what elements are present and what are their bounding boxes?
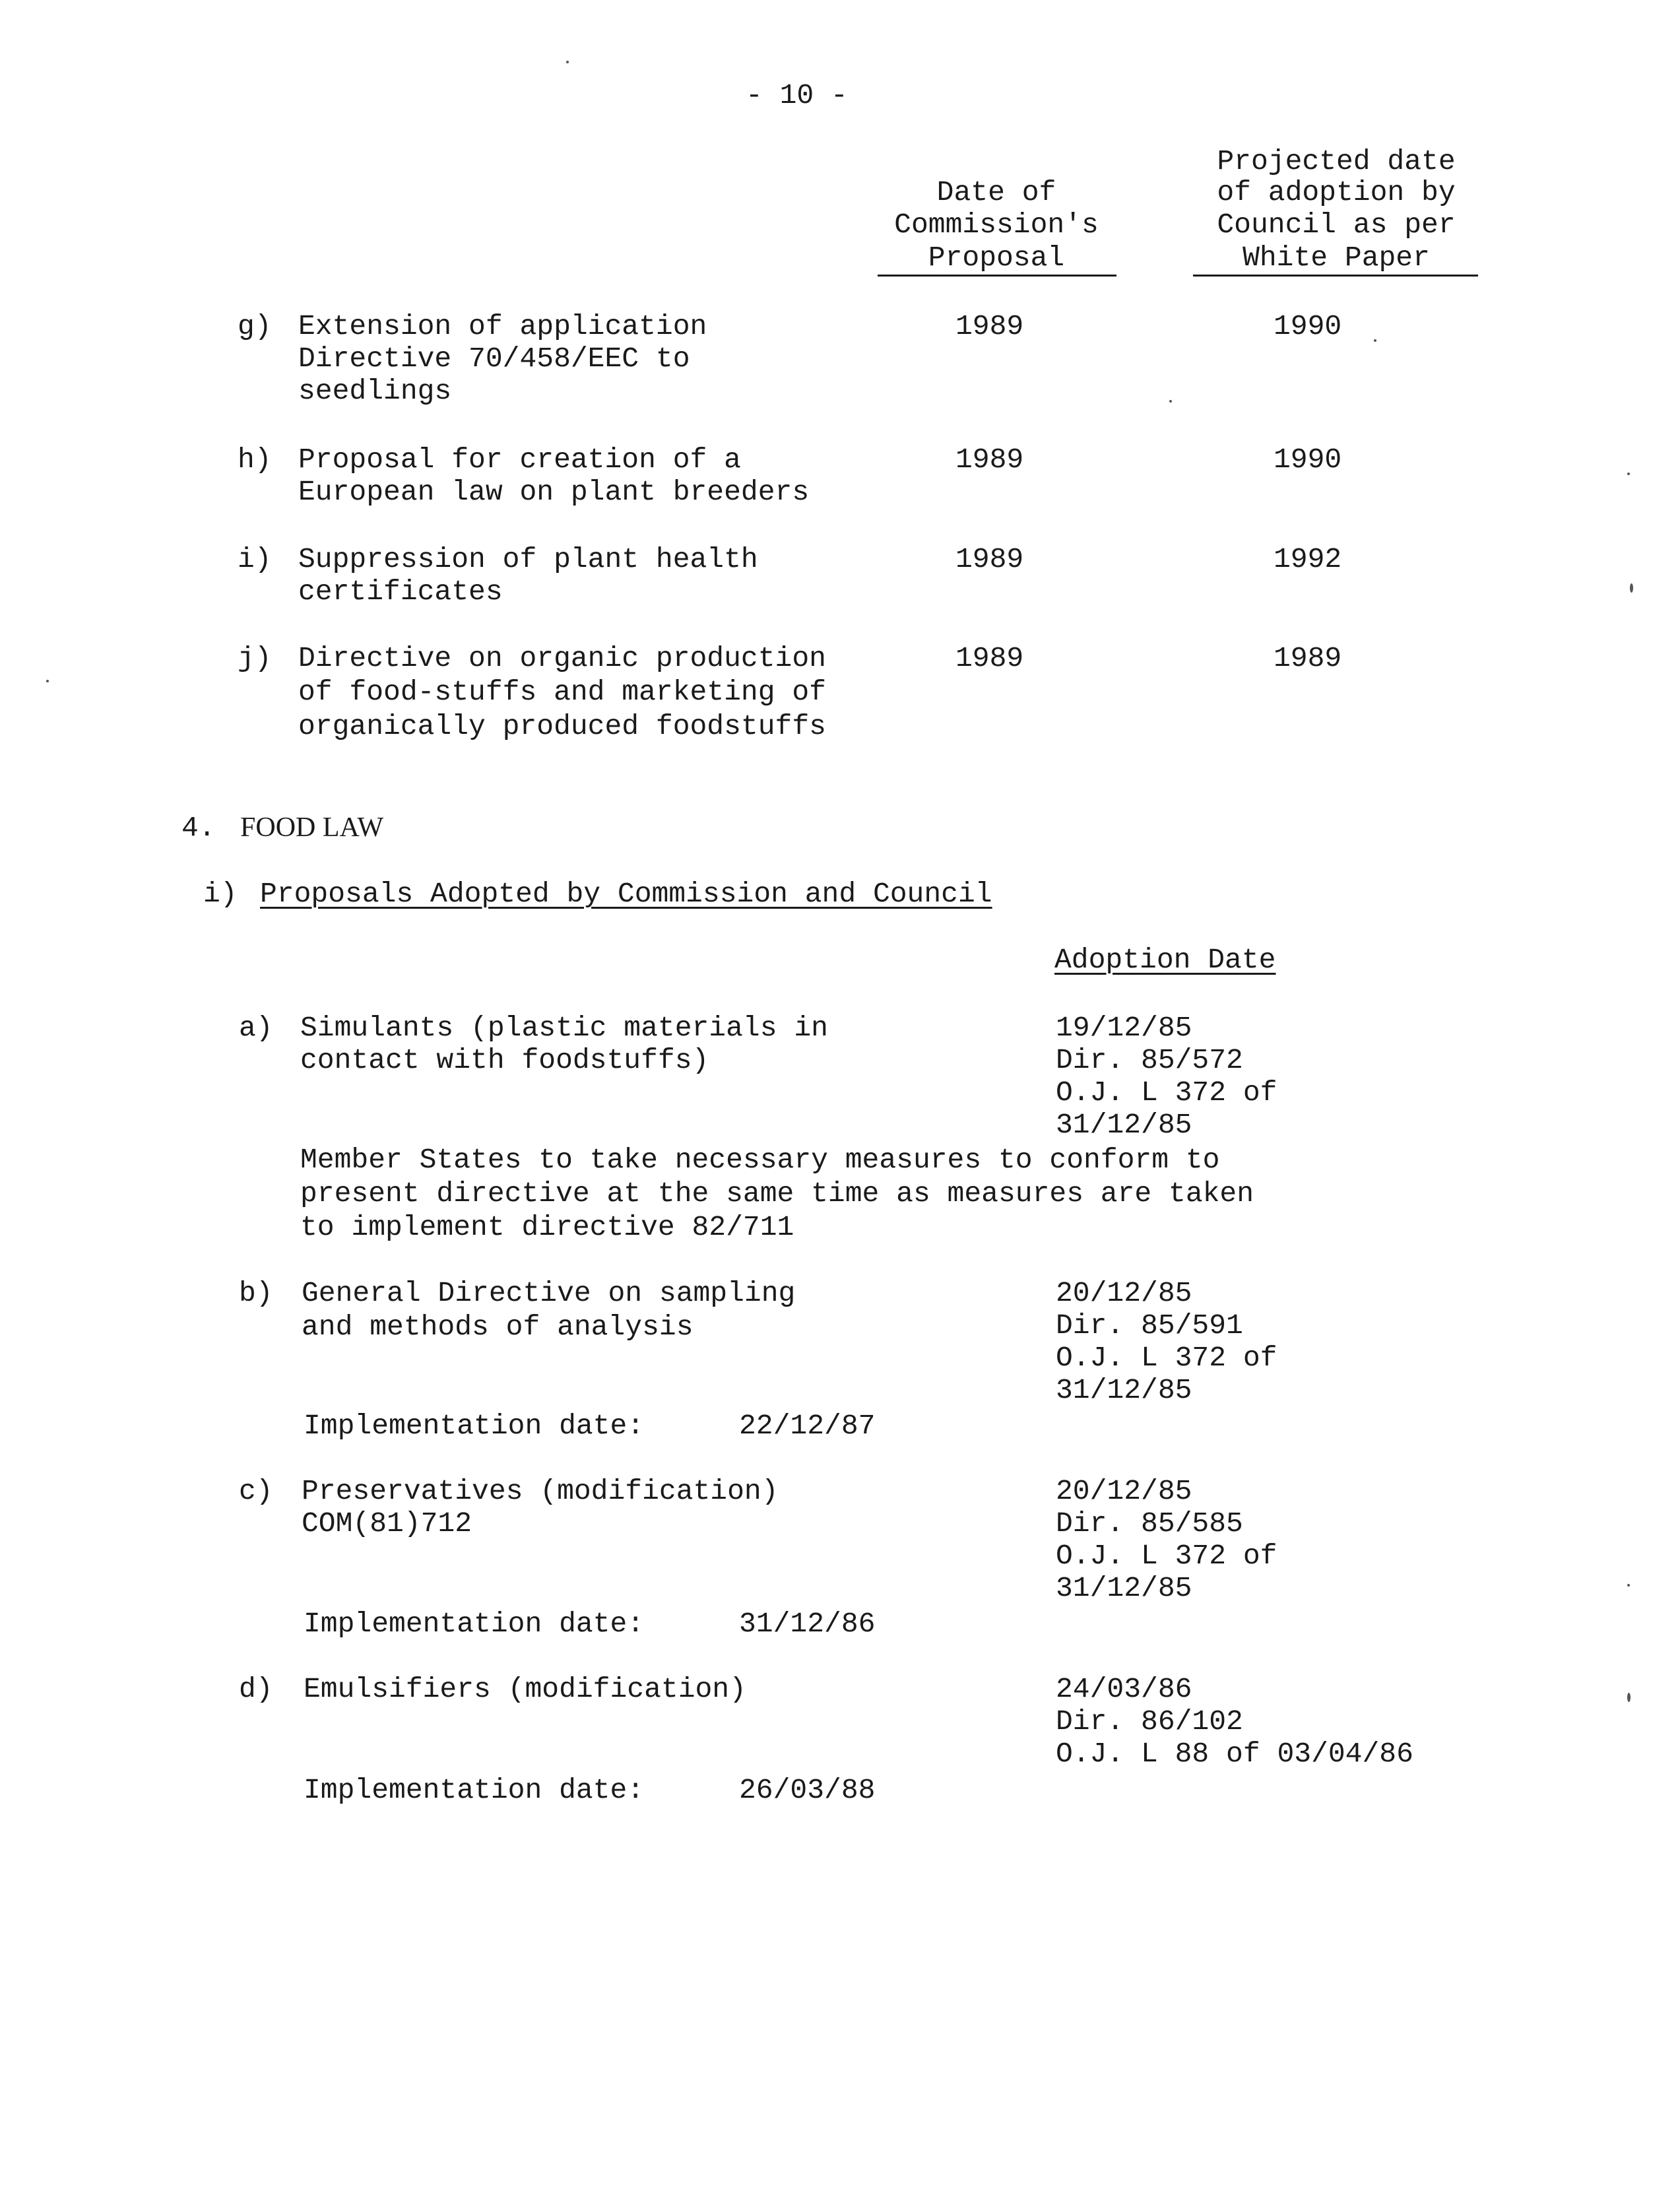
adoption-date: 1989 [1274, 642, 1342, 674]
header-line: Projected date [1217, 145, 1456, 178]
row-description: Suppression of plant health [298, 543, 758, 575]
adoption-date: 1990 [1274, 310, 1342, 343]
item-note: to implement directive 82/711 [300, 1211, 794, 1243]
subsection-title: Proposals Adopted by Commission and Council [260, 878, 992, 910]
item-letter: c) [239, 1475, 273, 1507]
scan-speck [1630, 583, 1633, 593]
adoption-info: Dir. 85/572 [1056, 1044, 1243, 1076]
implementation-date: 26/03/88 [739, 1774, 876, 1806]
adoption-info: 31/12/85 [1056, 1572, 1192, 1604]
header-line: Commission's [894, 209, 1099, 241]
row-description: Extension of application [298, 310, 707, 343]
implementation-date: 22/12/87 [739, 1410, 876, 1442]
adoption-info: Dir. 85/585 [1056, 1507, 1243, 1540]
implementation-label: Implementation date: [304, 1608, 645, 1640]
item-description: COM(81)712 [302, 1507, 472, 1540]
adoption-date-header: Adoption Date [1054, 944, 1276, 976]
section-number: 4. [181, 812, 216, 844]
item-description: Simulants (plastic materials in [300, 1012, 828, 1044]
adoption-info: O.J. L 372 of [1056, 1076, 1277, 1109]
implementation-label: Implementation date: [304, 1774, 645, 1806]
adoption-info: O.J. L 372 of [1056, 1342, 1277, 1374]
adoption-info: 20/12/85 [1056, 1475, 1192, 1507]
adoption-info: 20/12/85 [1056, 1277, 1192, 1309]
row-description: Directive on organic production [298, 642, 826, 674]
scan-speck [1627, 473, 1630, 475]
item-description: contact with foodstuffs) [300, 1044, 709, 1076]
proposal-date: 1989 [955, 543, 1024, 575]
row-description: organically produced foodstuffs [298, 710, 826, 742]
implementation-date: 31/12/86 [739, 1608, 876, 1640]
item-letter: a) [239, 1012, 273, 1044]
adoption-info: 24/03/86 [1056, 1673, 1192, 1705]
header-underline [878, 275, 1116, 277]
row-letter: g) [238, 310, 272, 343]
item-description: General Directive on sampling [302, 1277, 796, 1309]
adoption-date: 1990 [1274, 443, 1342, 476]
header-line: Council as per [1217, 209, 1456, 241]
proposal-date: 1989 [955, 443, 1024, 476]
proposal-date: 1989 [955, 642, 1024, 674]
scan-speck [566, 61, 569, 63]
implementation-label: Implementation date: [304, 1410, 645, 1442]
row-description: certificates [298, 575, 503, 608]
header-line: Proposal [928, 242, 1065, 274]
item-description: Emulsifiers (modification) [304, 1673, 746, 1705]
row-description: European law on plant breeders [298, 476, 810, 508]
adoption-info: O.J. L 88 of 03/04/86 [1056, 1738, 1413, 1770]
header-line: Date of [936, 176, 1056, 209]
proposal-date: 1989 [955, 310, 1024, 343]
page-number: - 10 - [746, 79, 848, 112]
row-description: Proposal for creation of a [298, 443, 741, 476]
row-letter: h) [238, 443, 272, 476]
adoption-info: 31/12/85 [1056, 1109, 1192, 1141]
row-description: of food-stuffs and marketing of [298, 676, 826, 708]
adoption-date: 1992 [1274, 543, 1342, 575]
header-line: White Paper [1243, 242, 1430, 274]
row-description: seedlings [298, 375, 452, 407]
header-line: of adoption by [1217, 176, 1456, 209]
item-letter: d) [239, 1673, 273, 1705]
scan-speck [1169, 400, 1172, 403]
item-note: Member States to take necessary measures to conform to [300, 1144, 1220, 1176]
item-note: present directive at the same time as measures are taken [300, 1177, 1254, 1210]
item-letter: b) [239, 1277, 273, 1309]
scan-speck [1627, 1693, 1631, 1702]
adoption-info: 31/12/85 [1056, 1374, 1192, 1406]
scan-speck [1374, 339, 1376, 342]
header-underline [1193, 275, 1478, 277]
subsection-number: i) [203, 878, 238, 910]
adoption-info: Dir. 85/591 [1056, 1309, 1243, 1342]
row-description: Directive 70/458/EEC to [298, 343, 690, 375]
adoption-info: 19/12/85 [1056, 1012, 1192, 1044]
row-letter: j) [238, 642, 272, 674]
item-description: and methods of analysis [302, 1311, 694, 1343]
section-title: FOOD LAW [240, 812, 384, 843]
adoption-info: Dir. 86/102 [1056, 1705, 1243, 1738]
scan-speck [46, 680, 49, 682]
row-letter: i) [238, 543, 272, 575]
item-description: Preservatives (modification) [302, 1475, 779, 1507]
adoption-info: O.J. L 372 of [1056, 1540, 1277, 1572]
scan-speck [1627, 1584, 1630, 1587]
